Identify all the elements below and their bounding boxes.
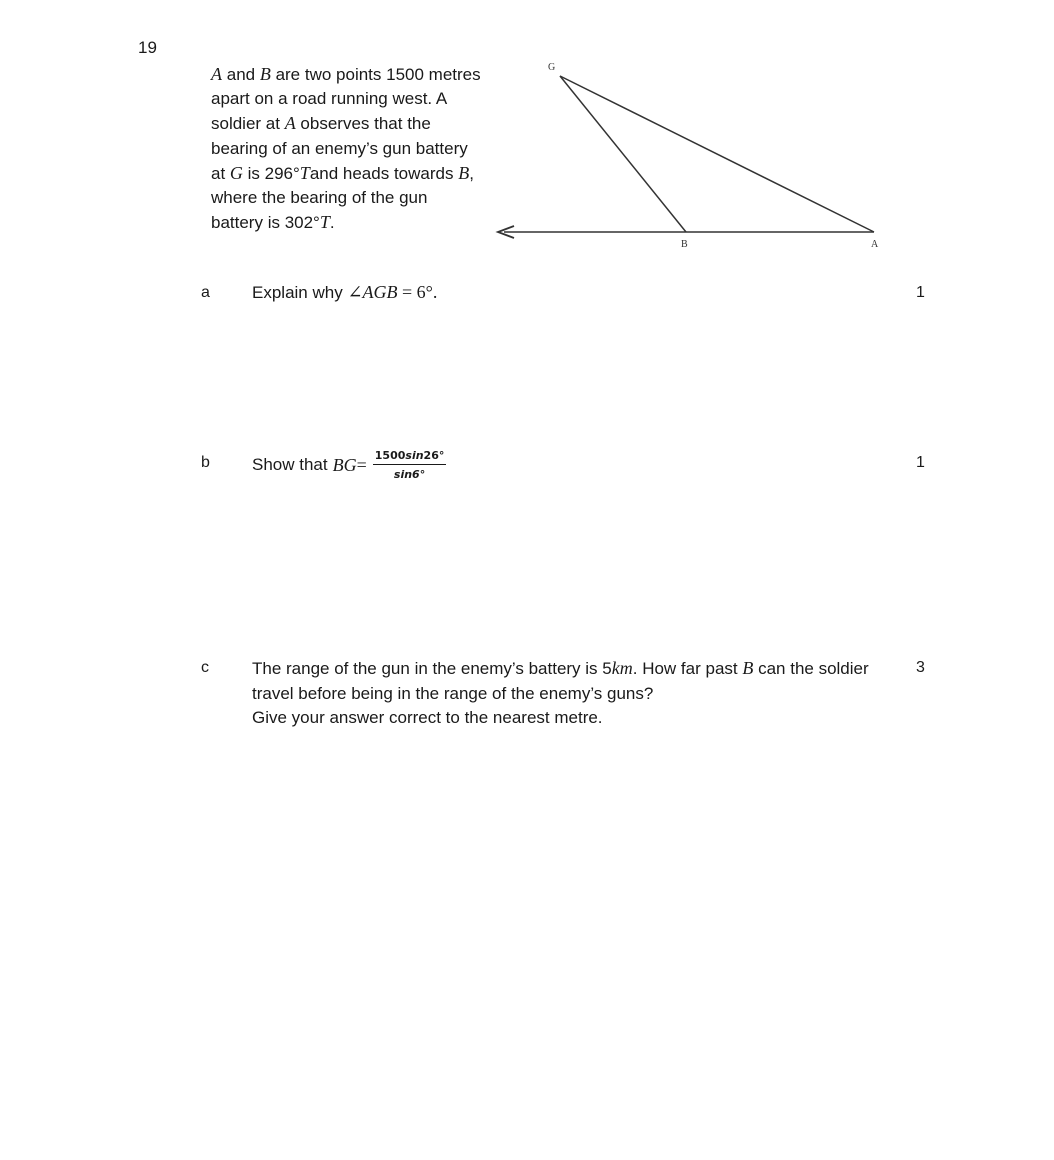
intro-point-g: G <box>229 162 243 183</box>
part-c-text-4: Give your answer correct to the nearest metre. <box>252 708 603 727</box>
fraction-denominator: sin6° <box>393 468 426 481</box>
part-b-fraction <box>373 449 447 481</box>
part-b-marks: 1 <box>916 454 925 471</box>
intro-point-a: A <box>211 64 222 84</box>
part-c-marks: 3 <box>916 659 925 676</box>
intro-true-1: T <box>299 162 310 183</box>
part-c-text-2: . How far past <box>632 659 743 678</box>
part-c-text-3: can the soldier travel before being in the range of the enemy’s guns? <box>252 659 869 703</box>
part-b-lhs: BG <box>332 454 357 475</box>
intro-point-a-2: A <box>284 113 296 134</box>
part-a-text <box>252 282 437 303</box>
part-c-text-1: The range of the gun in the enemy’s battery is 5 <box>252 659 612 678</box>
intro-point-b-2: B <box>458 162 470 183</box>
part-c-km: km <box>611 658 633 678</box>
line-gb <box>560 76 686 232</box>
part-a-angle: ∠AGB <box>347 282 398 302</box>
part-c-label: c <box>201 659 209 676</box>
part-a-equals: = 6°. <box>397 282 438 302</box>
label-b: B <box>681 239 688 250</box>
part-a-label: a <box>201 284 210 301</box>
intro-text-2: observes that the bearing of an enemy’s gun battery at <box>211 114 468 183</box>
intro-and: and <box>226 65 256 84</box>
part-b-prefix: Show that <box>252 455 328 474</box>
part-b-label: b <box>201 454 210 471</box>
question-number: 19 <box>138 38 157 57</box>
part-c-text <box>252 656 892 731</box>
intro-text-1: are two points 1500 metres apart on a road running west. A soldier at <box>211 65 481 134</box>
intro-text-5: , where the bearing of the gun battery is 302° <box>211 163 474 233</box>
intro-text-3: is 296° <box>242 163 300 183</box>
intro-true-2: T <box>319 212 330 233</box>
line-ga <box>560 76 874 232</box>
label-a: A <box>871 239 879 250</box>
part-b-text <box>252 449 446 481</box>
part-c-point-b: B <box>742 658 754 678</box>
intro-text-6: . <box>329 213 335 233</box>
triangle-diagram <box>490 55 890 255</box>
fraction-numerator: 1500sin26° <box>373 449 447 465</box>
intro-point-b: B <box>259 64 271 84</box>
part-a-marks: 1 <box>916 284 925 301</box>
intro-text-4: and heads towards <box>309 163 459 183</box>
part-b-equals: = <box>356 454 367 475</box>
question-intro <box>211 62 481 235</box>
part-a-prefix: Explain why <box>252 283 348 302</box>
label-g: G <box>548 62 556 73</box>
